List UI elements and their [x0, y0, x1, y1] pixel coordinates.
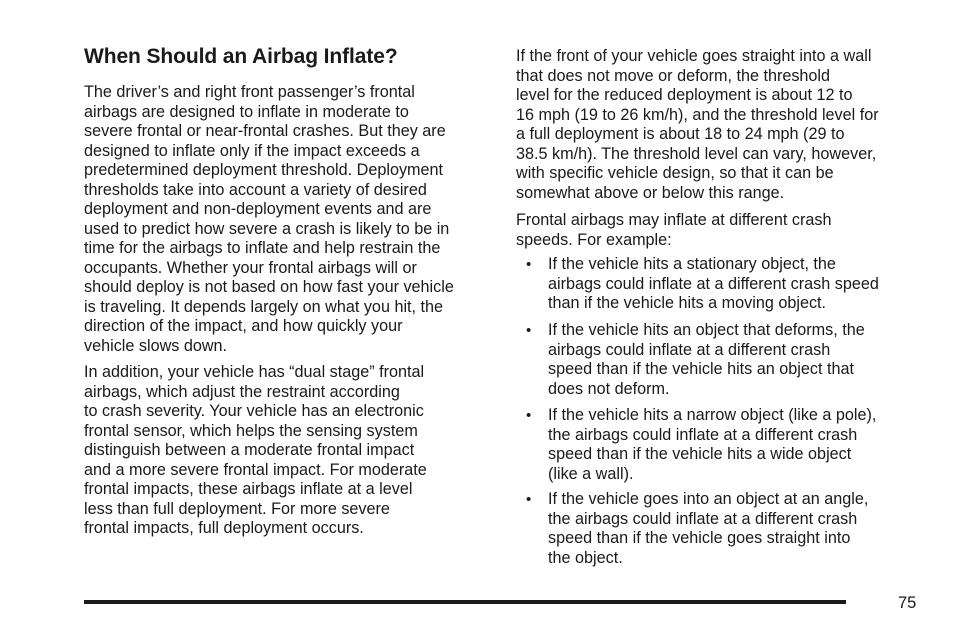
text-line: thresholds take into account a variety of desired [84, 180, 427, 199]
text-line: is traveling. It depends largely on what you hit, the [84, 297, 444, 316]
bullet-text-line: airbags could inflate at a different crash speed [548, 274, 879, 293]
text-line: level for the reduced deployment is about 12 to [516, 86, 853, 104]
text-line: a full deployment is about 18 to 24 mph (29 to [516, 125, 845, 143]
text-line: frontal sensor, which helps the sensing system [84, 421, 418, 440]
text-line: time for the airbags to inflate and help restrain the [84, 239, 441, 257]
text-line: occupants. Whether your frontal airbags will or [84, 258, 417, 277]
text-line: frontal impacts, full deployment occurs. [84, 519, 364, 537]
text-line: distinguish between a moderate frontal impact [84, 441, 415, 459]
bullet-text-line: If the vehicle goes into an object at an angle, [548, 490, 869, 508]
bullet-text-line: speed than if the vehicle goes straight into [548, 529, 851, 547]
text-line: Frontal airbags may inflate at different crash [516, 211, 832, 229]
text-line: vehicle slows down. [84, 336, 228, 355]
text-line: In addition, your vehicle has “dual stage” frontal [84, 363, 425, 381]
text-line: 38.5 km/h). The threshold level can vary, however, [516, 144, 877, 163]
bullet-text-line: (like a wall). [548, 464, 634, 483]
bullet-text-line: If the vehicle hits a narrow object (like a pole), [548, 406, 877, 424]
text-line: If the front of your vehicle goes straight into a wall [516, 47, 872, 65]
text-line: airbags are designed to inflate in moderate to [84, 102, 409, 121]
text-line: and a more severe frontal impact. For moderate [84, 460, 427, 479]
text-line: with specific vehicle design, so that it can be [516, 164, 834, 182]
text-line: The driver’s and right front passenger’s frontal [84, 83, 415, 101]
bullet-text-line: If the vehicle hits an object that deforms, the [548, 321, 865, 339]
text-line: somewhat above or below this range. [516, 183, 785, 202]
text-line: frontal impacts, these airbags inflate at a level [84, 480, 413, 498]
text-line: speeds. For example: [516, 230, 672, 249]
footer-rule [84, 600, 846, 604]
bullet-text-line: airbags could inflate at a different crash [548, 340, 831, 359]
text-line: deployment and non-deployment events and are [84, 200, 432, 218]
bullet-icon: • [526, 256, 532, 273]
text-line: direction of the impact, and how quickly your [84, 317, 403, 335]
text-line: predetermined deployment threshold. Deployment [84, 161, 444, 179]
section-heading: When Should an Airbag Inflate? [84, 45, 398, 68]
bullet-text-line: the airbags could inflate at a different crash [548, 509, 858, 528]
bullet-icon: • [526, 407, 532, 424]
bullet-text-line: If the vehicle hits a stationary object, the [548, 255, 836, 273]
bullet-text-line: does not deform. [548, 379, 670, 398]
bullet-text-line: than if the vehicle hits a moving object. [548, 294, 827, 312]
bullet-icon: • [526, 322, 532, 339]
text-line: that does not move or deform, the threshold [516, 66, 831, 85]
text-line: severe frontal or near-frontal crashes. But they are [84, 122, 446, 140]
bullet-text-line: speed than if the vehicle hits a wide object [548, 445, 852, 463]
text-line: should deploy is not based on how fast your vehicle [84, 278, 454, 296]
page-number: 75 [898, 594, 917, 612]
text-line: airbags, which adjust the restraint according [84, 382, 400, 401]
bullet-text-line: the object. [548, 548, 623, 567]
text-line: designed to inflate only if the impact exceeds a [84, 141, 420, 160]
text-line: 16 mph (19 to 26 km/h), and the threshold level for [516, 105, 879, 124]
bullet-icon: • [526, 491, 532, 508]
text-line: used to predict how severe a crash is likely to be in [84, 219, 450, 238]
bullet-text-line: the airbags could inflate at a different crash [548, 425, 858, 444]
text-line: to crash severity. Your vehicle has an electronic [84, 402, 424, 420]
text-line: less than full deployment. For more severe [84, 499, 390, 518]
bullet-text-line: speed than if the vehicle hits an object that [548, 360, 854, 378]
